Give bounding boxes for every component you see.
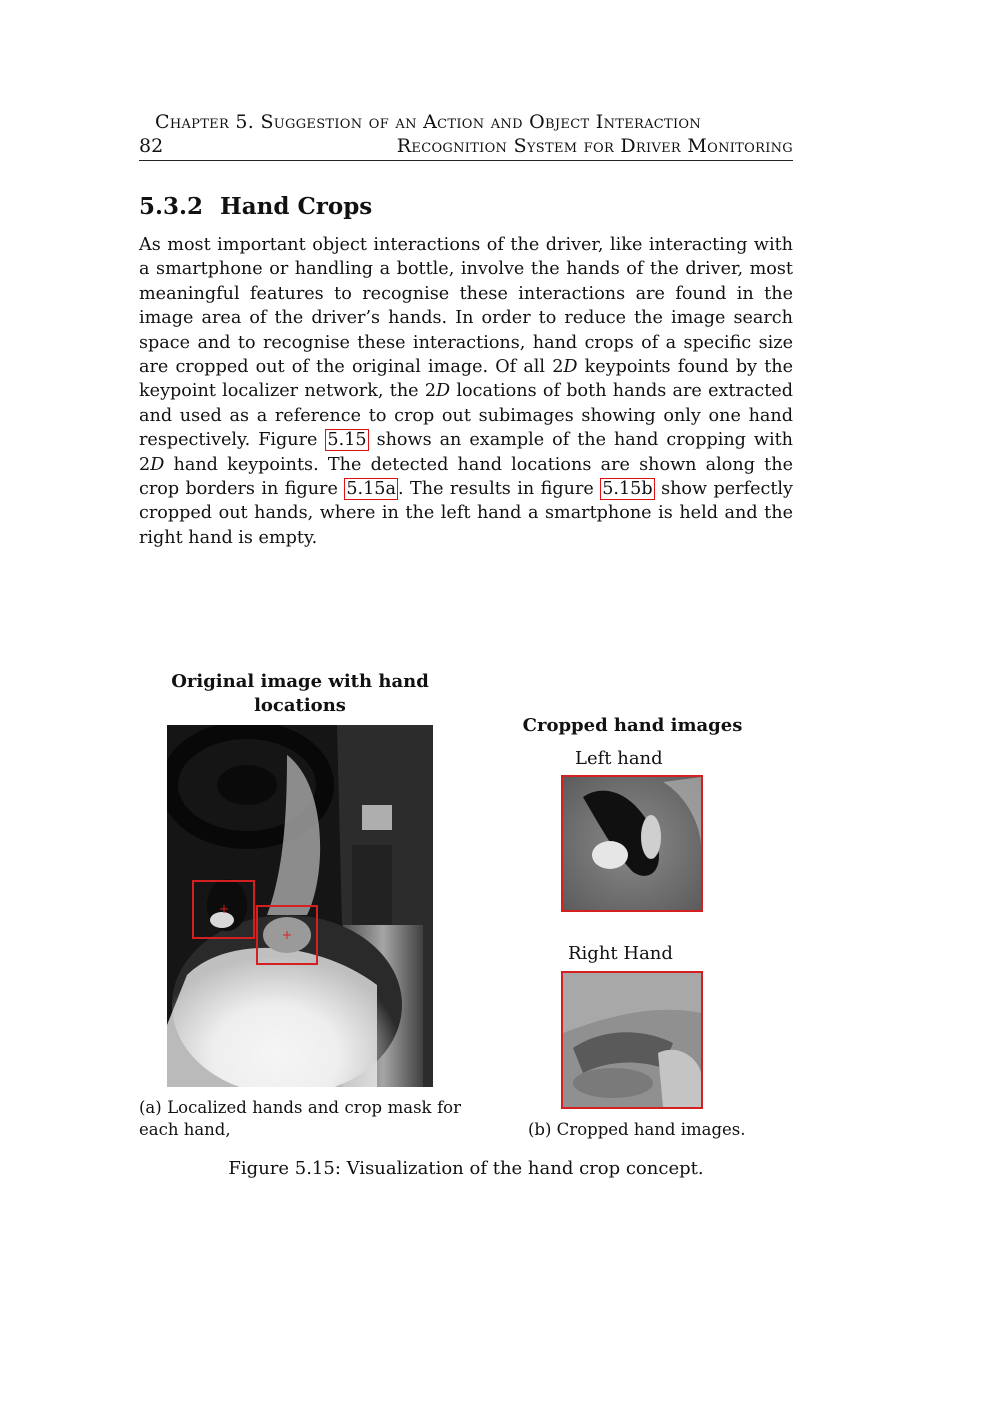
section-number: 5.3.2 [139, 193, 204, 220]
running-header-subtitle: Recognition System for Driver Monitoring [396, 135, 793, 157]
left-hand-crop-illustration [563, 777, 701, 910]
driver-cabin-image [167, 725, 433, 1087]
right-hand-label: Right Hand [568, 943, 673, 964]
right-hand-crop-illustration [563, 973, 701, 1107]
figure-caption: Figure 5.15: Visualization of the hand crop concept. [228, 1158, 704, 1179]
header-rule [139, 160, 793, 161]
left-figure-title: Original image with hand locations [171, 671, 429, 716]
running-header-chapter: Chapter 5. Suggestion of an Action and Object Interaction [155, 111, 702, 133]
right-figure-title: Cropped hand images [522, 715, 743, 736]
driver-cabin-illustration [167, 725, 433, 1087]
left-hand-label: Left hand [575, 748, 663, 769]
right-hand-crop-image [561, 971, 703, 1109]
caption-b: (b) Cropped hand images. [528, 1120, 746, 1139]
figure-ref-a-link[interactable]: 5.15a [346, 479, 396, 500]
figure-ref-link[interactable]: 5.15 [327, 430, 367, 451]
body-paragraph: As most important object interactions of the driver, like interacting with a smartphone or handling a bottle, involve the hands of the driver, most meaningful features to recognise these interactions are found in the image area of the driver’s hands. In order to reduce the image search space and to recognise these interactions, hand crops of a specific size are cropped out of the original image. Of all 2D keypoints found by the keypoint localizer network, the 2D locations of both hands are extracted and used as a reference to crop out subimages showing only one hand respectively. Figure 5.15 shows an example of the hand cropping with 2D hand keypoints. The detected hand locations are shown along the crop borders in figure 5.15a . The results in figure 5.15b show perfectly cropped out hands, where in the left hand a smartphone is held and the right hand is empty. [139, 235, 794, 548]
page-number: 82 [139, 135, 164, 157]
figure-ref-b-link[interactable]: 5.15b [602, 479, 653, 500]
caption-a: (a) Localized hands and crop mask for each hand, [139, 1098, 461, 1139]
left-hand-crop-image [561, 775, 703, 912]
section-title: Hand Crops [220, 193, 373, 220]
